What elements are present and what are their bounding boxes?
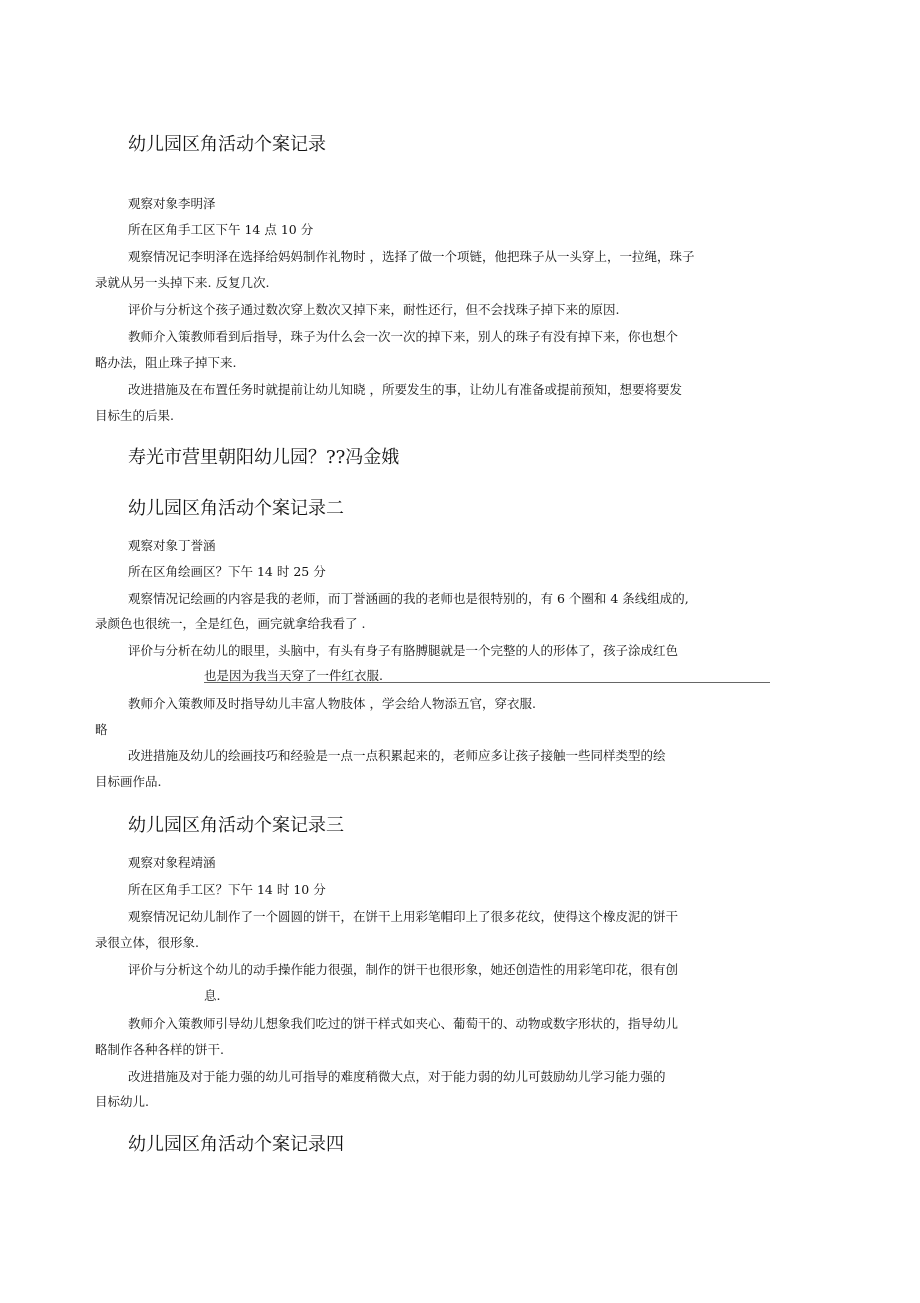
record-2-title: 幼儿园区角活动个案记录二 — [128, 498, 344, 519]
record-3-area: 所在区角手工区？下午 14 时 10 分 — [128, 882, 326, 897]
record-1-improve-line-1: 改进措施及在布置任务时就提前让幼儿知晓 ，所要发生的事，让幼儿有准备或提前预知，想要将要发 — [128, 382, 682, 397]
record-2-teacher-line-1: 教师介入策教师及时指导幼儿丰富人物肢体 ，学会给人物添五官，穿衣服. — [128, 696, 536, 711]
record-3-teacher-line-1: 教师介入策教师引导幼儿想象我们吃过的饼干样式如夹心、葡萄干的、动物或数字形状的，指导幼儿 — [128, 1016, 679, 1031]
record-3-situation-line-1: 观察情况记幼儿制作了一个圆圆的饼干，在饼干上用彩笔帽印上了很多花纹，使得这个橡皮泥的饼干 — [128, 909, 679, 924]
record-3-improve-line-2: 目标幼儿. — [95, 1094, 149, 1109]
record-3-situation-line-2: 录很立体，很形象. — [95, 935, 199, 950]
record-2-teacher-line-2: 略 — [95, 722, 108, 737]
record-1-improve-line-2: 目标生的后果. — [95, 408, 174, 423]
record-2-evaluation-line-2: 也是因为我当天穿了一件红衣服. — [204, 668, 383, 683]
record-2-situation-line-2: 录颜色也很统一，全是红色，画完就拿给我看了 . — [95, 616, 366, 631]
record-3-evaluation-line-2: 息. — [204, 988, 221, 1003]
record-3-improve-line-1: 改进措施及对于能力强的幼儿可指导的难度稍微大点，对于能力弱的幼儿可鼓励幼儿学习能力强的 — [128, 1069, 666, 1084]
record-2-situation-line-1: 观察情况记绘画的内容是我的老师，而丁誉涵画的我的老师也是很特别的，有 6 个圈和 4 条线组成的, — [128, 591, 689, 606]
record-1-evaluation: 评价与分析这个孩子通过数次穿上数次又掉下来，耐性还行，但不会找珠子掉下来的原因. — [128, 302, 620, 317]
record-1-teacher-line-1: 教师介入策教师看到后指导，珠子为什么会一次一次的掉下来，别人的珠子有没有掉下来，你也想个 — [128, 329, 679, 344]
record-1-observed: 观察对象李明泽 — [128, 196, 216, 211]
author-line: 寿光市营里朝阳幼儿园？??冯金娥 — [128, 447, 400, 468]
record-2-area: 所在区角绘画区？下午 14 时 25 分 — [128, 564, 326, 579]
record-1-teacher-line-2: 略办法，阻止珠子掉下来. — [95, 355, 237, 370]
record-1-situation-line-2: 录就从另一头掉下来. 反复几次. — [95, 275, 270, 290]
record-3-observed: 观察对象程靖涵 — [128, 855, 216, 870]
record-2-improve-line-2: 目标画作品. — [95, 774, 162, 789]
record-4-title: 幼儿园区角活动个案记录四 — [128, 1134, 344, 1155]
record-1-title: 幼儿园区角活动个案记录 — [128, 134, 326, 155]
record-1-area: 所在区角手工区下午 14 点 10 分 — [128, 222, 314, 237]
record-3-evaluation-line-1: 评价与分析这个幼儿的动手操作能力很强，制作的饼干也很形象，她还创造性的用彩笔印花，很有创 — [128, 962, 679, 977]
record-1-situation-line-1: 观察情况记李明泽在选择给妈妈制作礼物时 ，选择了做一个项链，他把珠子从一头穿上，一拉绳，珠子 — [128, 249, 695, 264]
record-3-title: 幼儿园区角活动个案记录三 — [128, 815, 344, 836]
underline-rule — [204, 682, 770, 683]
record-2-evaluation-line-1: 评价与分析在幼儿的眼里，头脑中，有头有身子有胳膊腿就是一个完整的人的形体了，孩子涂成红色 — [128, 643, 679, 658]
record-3-teacher-line-2: 略制作各种各样的饼干. — [95, 1042, 224, 1057]
record-2-observed: 观察对象丁誉涵 — [128, 538, 216, 553]
record-2-improve-line-1: 改进措施及幼儿的绘画技巧和经验是一点一点积累起来的，老师应多让孩子接触一些同样类型的绘 — [128, 748, 666, 763]
